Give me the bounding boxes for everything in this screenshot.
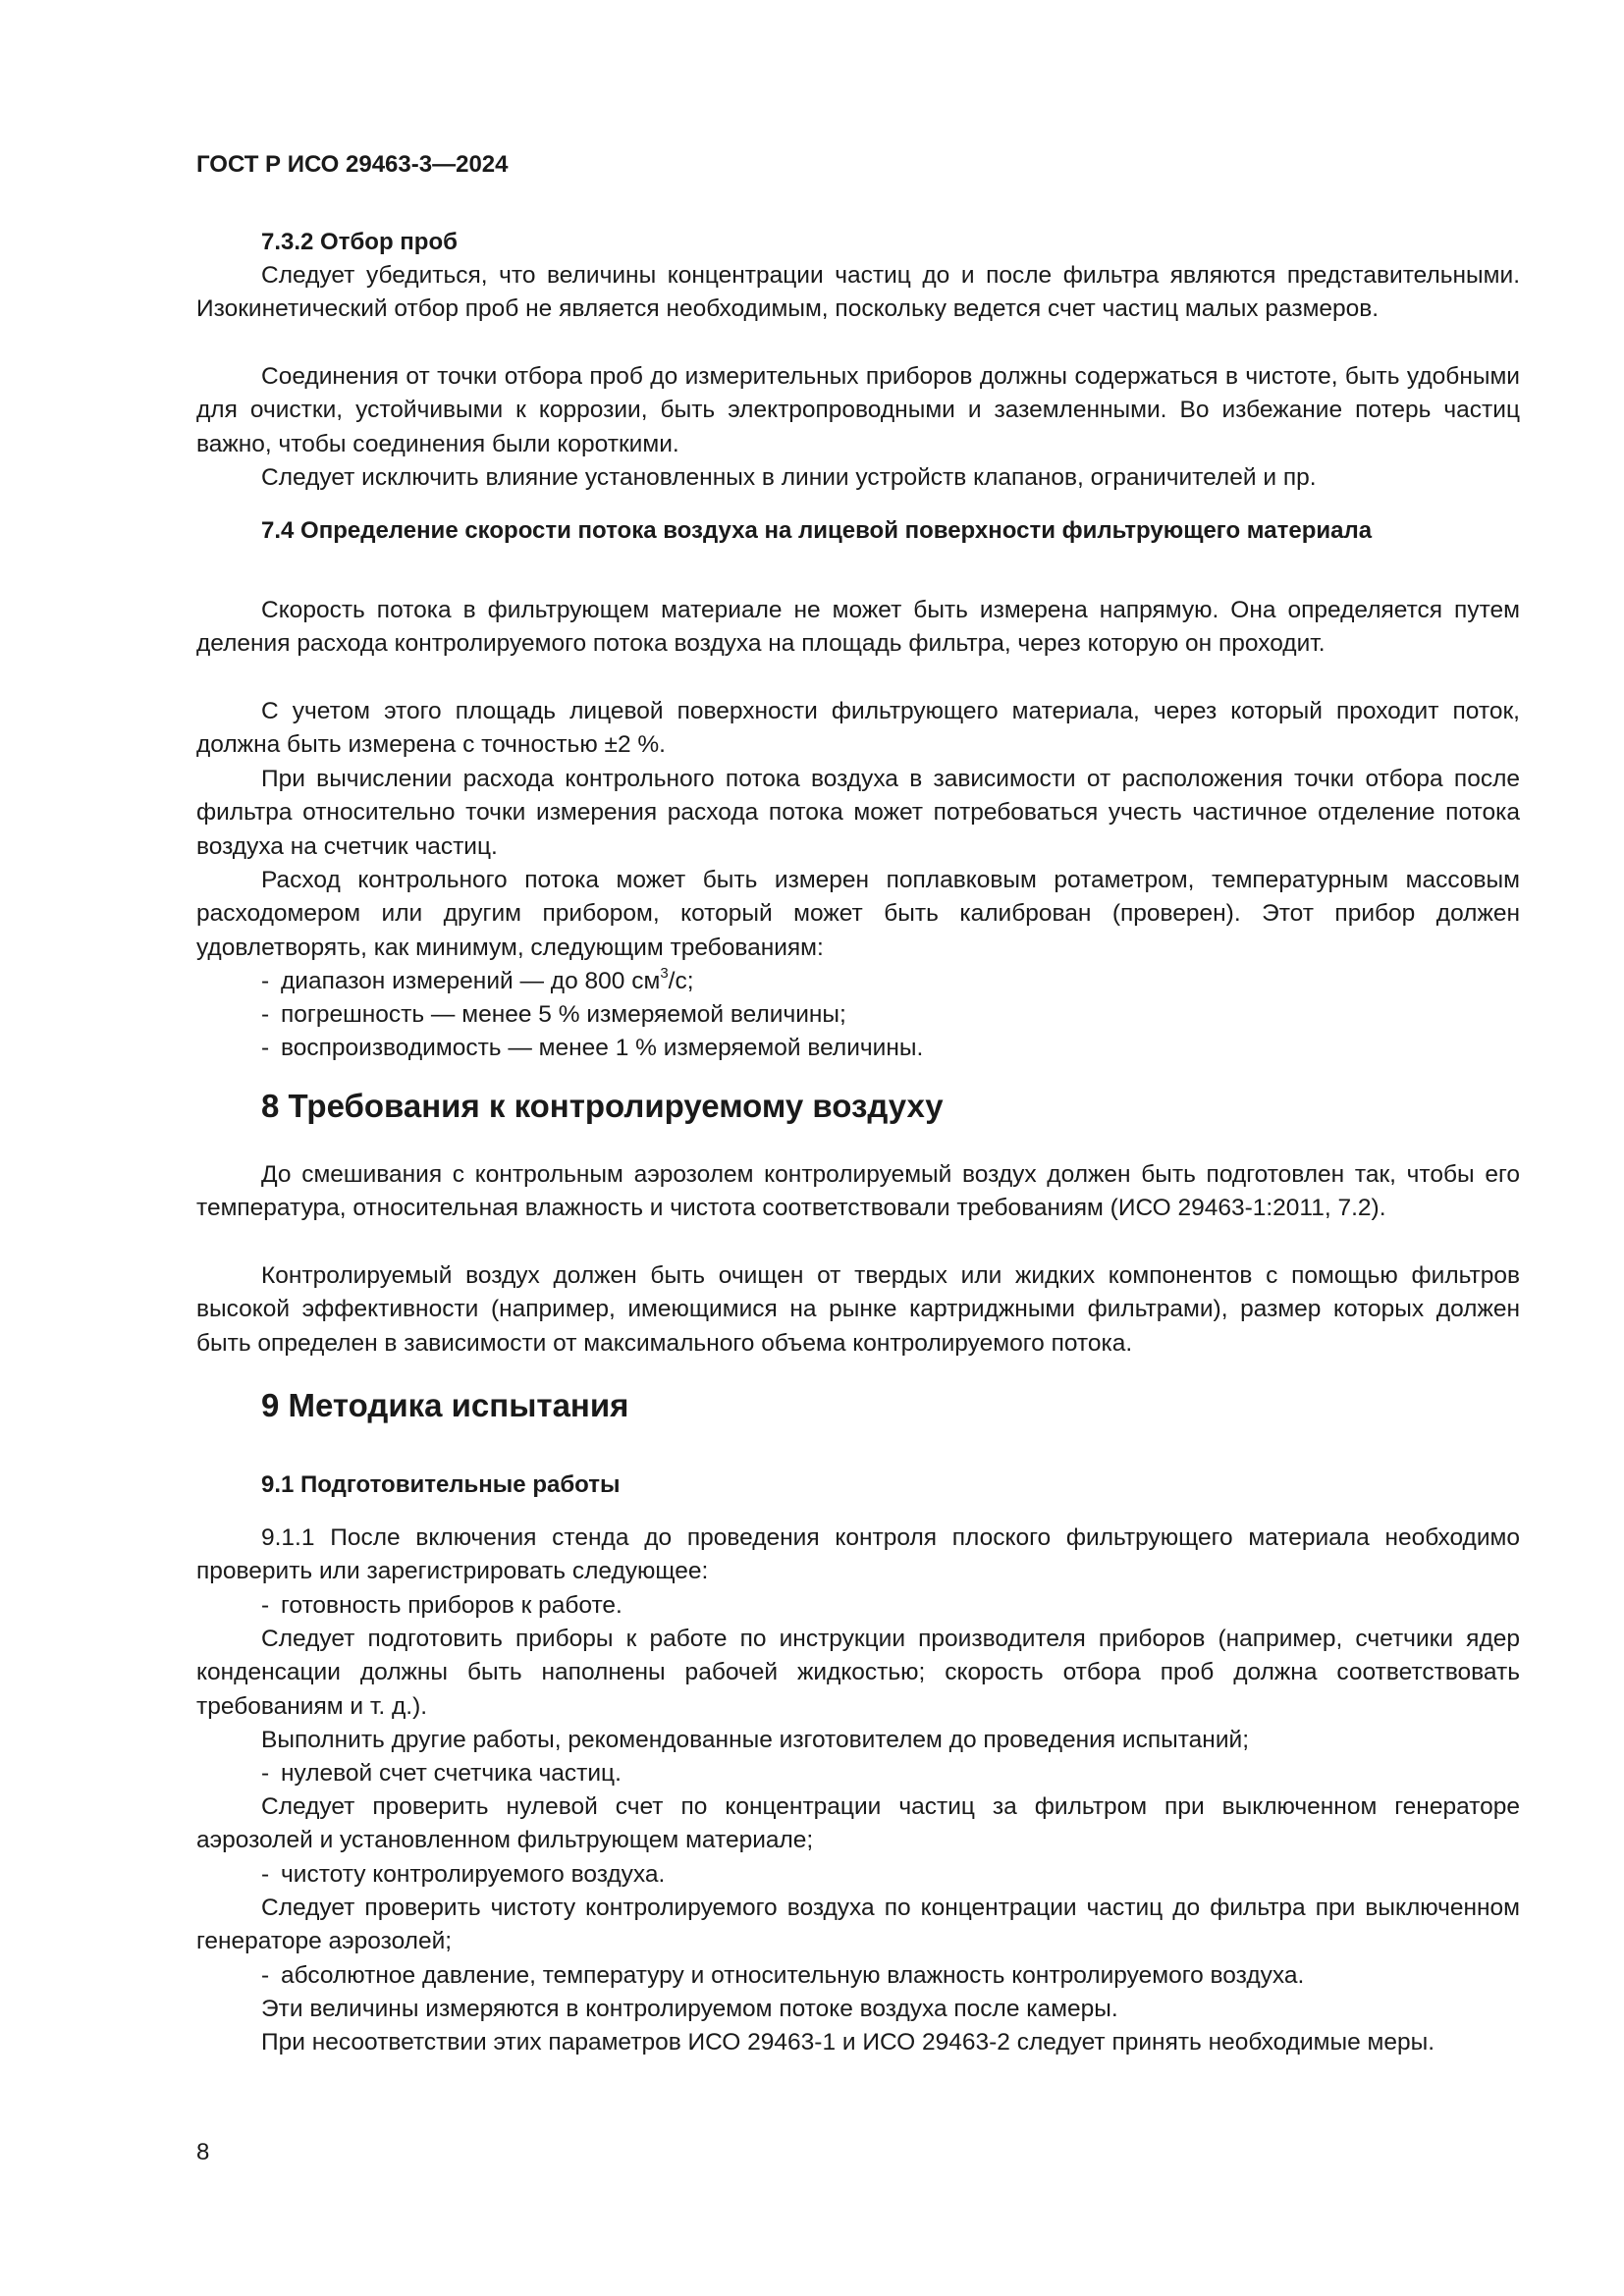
list-item-pressure-temperature [261, 1959, 1304, 1993]
list-dash: - [261, 1760, 270, 1787]
section-9-title: 9 Методика испытания [261, 1387, 629, 1423]
list-dash: - [261, 968, 270, 994]
list-item-text: погрешность — менее 5 % измеряемой величины; [281, 1001, 846, 1028]
section-9-1-1-paragraph-3: Выполнить другие работы, рекомендованные изготовителем до проведения испытаний; [261, 1727, 1250, 1753]
section-9-1-title: 9.1 Подготовительные работы [261, 1471, 621, 1498]
section-9-1-1-paragraph-6: Эти величины измеряются в контролируемом потоке воздуха после камеры. [261, 1996, 1118, 2022]
section-7-3-2-title: 7.3.2 Отбор проб [261, 229, 458, 255]
section-9-1-1-paragraph-7: При несоответствии этих параметров ИСО 29463-1 и ИСО 29463-2 следует принять необходимые меры. [261, 2029, 1435, 2056]
section-9-1-1-paragraph-1: 9.1.1 После включения стенда до проведения контроля плоского фильтрующего материала необходимо проверить или зарегистрировать следующее: [196, 1524, 1520, 1585]
document-header: ГОСТ Р ИСО 29463-3—2024 [196, 151, 509, 178]
section-9-1-1-paragraph-4: Следует проверить нулевой счет по концентрации частиц за фильтром при выключенном генераторе аэрозолей и установленном фильтрующем материале; [196, 1793, 1520, 1854]
section-7-4-paragraph-1: Скорость потока в фильтрующем материале не может быть измерена напрямую. Она определяется путем деления расхода контролируемого потока воздуха на площадь фильтра, через которую он проходит. [196, 597, 1520, 658]
list-item-zero-count [261, 1757, 622, 1790]
list-item-text: готовность приборов к работе. [281, 1592, 623, 1619]
superscript-3: 3 [660, 964, 669, 982]
list-item-text: чистоту контролируемого воздуха. [281, 1861, 666, 1888]
list-dash: - [261, 1861, 270, 1888]
section-8-paragraph-1: До смешивания с контрольным аэрозолем контролируемый воздух должен быть подготовлен так, чтобы его температура, относительная влажность и чистота соответствовали требованиям (ИСО 29463-1:2011, 7.2). [196, 1161, 1520, 1222]
section-7-3-2-paragraph-1: Следует убедиться, что величины концентрации частиц до и после фильтра являются представительными. Изокинетический отбор проб не является необходимым, поскольку ведется счет частиц малых размеров. [196, 262, 1520, 323]
section-7-4-paragraph-3: При вычислении расхода контрольного потока воздуха в зависимости от расположения точки отбора после фильтра относительно точки измерения расхода потока может потребоваться учесть частичное отделение потока воздуха на счетчик частиц. [196, 766, 1520, 860]
section-8-paragraph-2: Контролируемый воздух должен быть очищен от твердых или жидких компонентов с помощью фильтров высокой эффективности (например, имеющимися на рынке картриджными фильтрами), размер которых должен быть определен в зависимости от максимального объема контролируемого потока. [196, 1262, 1520, 1357]
list-item-air-cleanliness [261, 1858, 665, 1892]
section-9-1-1-paragraph-5: Следует проверить чистоту контролируемого воздуха по концентрации частиц до фильтра при выключенном генераторе аэрозолей; [196, 1895, 1520, 1955]
list-item-text: диапазон измерений — до 800 см [281, 968, 661, 994]
list-item-text-unit: /с; [668, 968, 694, 994]
list-item-text: нулевой счет счетчика частиц. [281, 1760, 622, 1787]
list-dash: - [261, 1962, 270, 1989]
list-item-reproducibility [261, 1032, 923, 1065]
section-7-3-2-paragraph-2: Соединения от точки отбора проб до измерительных приборов должны содержаться в чистоте, быть удобными для очистки, устойчивыми к коррозии, быть электропроводными и заземленными. Во избежание потерь частиц важно, чтобы соединения были короткими. [196, 363, 1520, 457]
list-dash: - [261, 1001, 270, 1028]
list-item-text: абсолютное давление, температуру и относительную влажность контролируемого воздуха. [281, 1962, 1305, 1989]
section-7-4-paragraph-2: С учетом этого площадь лицевой поверхности фильтрующего материала, через который проходит поток, должна быть измерена с точностью ±2 %. [196, 698, 1520, 759]
section-9-1-1-paragraph-2: Следует подготовить приборы к работе по инструкции производителя приборов (например, счетчики ядер конденсации должны быть наполнены рабочей жидкостью; скорость отбора проб должна соответствовать требованиям и т. д.). [196, 1626, 1520, 1720]
list-item-readiness [261, 1589, 623, 1623]
section-8-title: 8 Требования к контролируемому воздуху [261, 1088, 944, 1124]
section-7-4-title: 7.4 Определение скорости потока воздуха на лицевой поверхности фильтрующего материала [261, 517, 1373, 544]
list-item-error [261, 998, 846, 1032]
section-7-4-paragraph-4: Расход контрольного потока может быть измерен поплавковым ротаметром, температурным массовым расходомером или другим прибором, который может быть калиброван (проверен). Этот прибор должен удовлетворять, как минимум, следующим требованиям: [196, 867, 1520, 961]
list-dash: - [261, 1592, 270, 1619]
list-item-measurement-range [261, 965, 694, 998]
list-item-text: воспроизводимость — менее 1 % измеряемой величины. [281, 1035, 924, 1061]
page-number: 8 [196, 2139, 210, 2165]
section-7-3-2-paragraph-3: Следует исключить влияние установленных в линии устройств клапанов, ограничителей и пр. [261, 464, 1317, 491]
list-dash: - [261, 1035, 270, 1061]
